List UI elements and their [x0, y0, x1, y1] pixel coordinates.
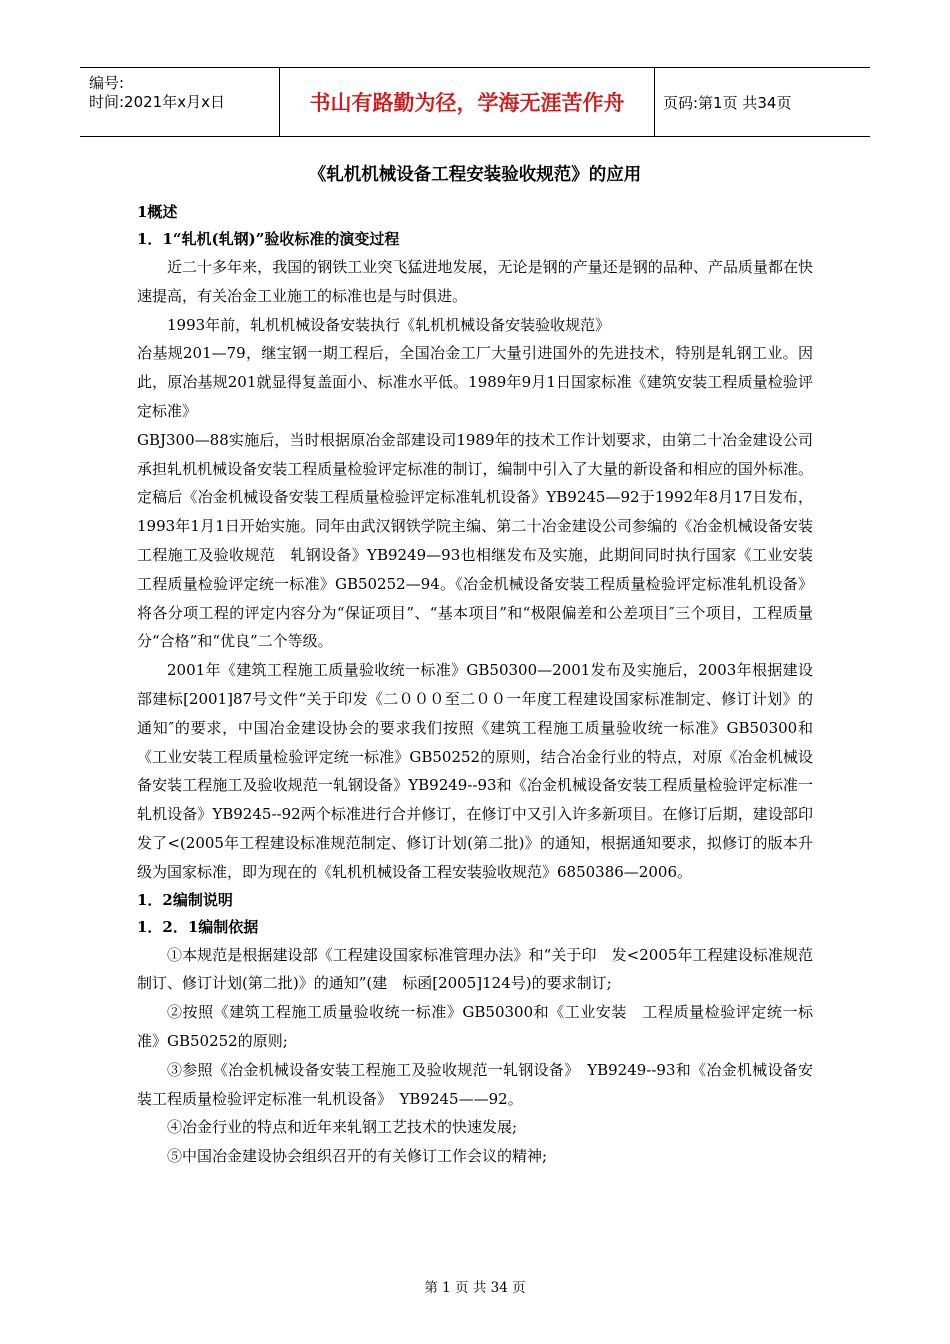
- document-title: 《轧机机械设备工程安装验收规范》的应用: [308, 165, 642, 185]
- document-date-label: 时间:2021年x月x日: [89, 93, 225, 111]
- header-motto: 书山有路勤为径，学海无涯苦作舟: [280, 68, 655, 136]
- paragraph-2b: 冶基规201—79，继宝钢一期工程后，全国冶金工厂大量引进国外的先进技术，特别是轧钢工业。因此，原冶基规201就显得复盖面小、标准水平低。1989年9月1日国家标准《建筑安装工程质量检验评定标准》: [137, 344, 813, 420]
- header-page-label: 页码:第1页 共34页: [663, 93, 792, 112]
- section-heading-1-2: 1．2编制说明: [137, 890, 233, 909]
- document-header: [80, 67, 870, 137]
- paragraph-3: 2001年《建筑工程施工质量验收统一标准》GB50300—2001发布及实施后，2003年根据建设部建标[2001]87号文件“关于印发《二０００至二００一年度工程建设国家标准制定、修订计划》的通知″的要求，中国冶金建设协会的要求我们按照《建筑工程施工质量验收统一标准》GB50300和《工业安装工程质量检验评定统一标准》GB50252的原则，结合冶金行业的特点，对原《冶金机械设备安装工程施工及验收规范一轧钢设备》YB9249--93和《冶金机械设备安装工程质量检验评定标准一轧机设备》YB9245--92两个标准进行合并修订，在修订中又引入许多新项目。在修订后期，建设部印发了<(2005年工程建设标准规范制定、修订计划(第二批)》的通知，根据通知要求，拟修订的版本升级为国家标准，即为现在的《轧机机械设备工程安装验收规范》6850386—2006。: [137, 661, 813, 881]
- document-body: [137, 160, 813, 1171]
- section-heading-1-1: 1．1“轧机(轧钢)”验收标准的演变过程: [137, 230, 400, 248]
- section-heading-1-2-1: 1．2．1编制依据: [137, 917, 259, 936]
- paragraph-2c: GBJ300—88实施后，当时根据原冶金部建设司1989年的技术工作计划要求，由第二十冶金建设公司承担轧机机械设备安装工程质量检验评定标准的制订，编制中引入了大量的新设备和相应的国外标准。定稿后《冶金机械设备安装工程质量检验评定标准轧机设备》YB9245—92于1992年8月17日发布，1993年1月1日开始实施。同年由武汉钢铁学院主编、第二十冶金建设公司参编的《冶金机械设备安装工程施工及验收规范 轧钢设备》YB9249—93也相继发布及实施，此期间同时执行国家《工业安装工程质量检验评定统一标准》GB50252—94。《冶金机械设备安装工程质量检验评定标准轧机设备》将各分项工程的评定内容分为“保证项目”、“基本项目”和“极限偏差和公差项目″三个项目，工程质量分“合格”和“优良”二个等级。: [137, 430, 813, 651]
- list-item-2: ②按照《建筑工程施工质量验收统一标准》GB50300和《工业安装 工程质量检验评定统一标准》GB50252的原则;: [137, 1003, 813, 1050]
- page-footer: 第 1 页 共 34 页: [424, 1280, 526, 1296]
- header-meta: [80, 68, 280, 136]
- list-item-4: ④冶金行业的特点和近年来轧钢工艺技术的快速发展;: [167, 1118, 518, 1137]
- document-number-label: 编号:: [89, 74, 125, 92]
- paragraph-2a: 1993年前，轧机机械设备安装执行《轧机机械设备安装验收规范》: [167, 315, 611, 334]
- paragraph-1: 近二十多年来，我国的钢铁工业突飞猛进地发展，无论是钢的产量还是钢的品种、产品质量都在快速提高，有关冶金工业施工的标准也是与时俱进。: [137, 258, 813, 305]
- section-heading-1: 1概述: [137, 203, 178, 221]
- list-item-5: ⑤中国冶金建设协会组织召开的有关修订工作会议的精神;: [167, 1147, 548, 1166]
- list-item-1: ①本规范是根据建设部《工程建设国家标准管理办法》和“关于印 发<2005年工程建设标准规范制订、修订计划(第二批)》的通知”(建 标函[2005]124号)的要求制订;: [137, 945, 813, 993]
- list-item-3: ③参照《冶金机械设备安装工程施工及验收规范一轧钢设备》 YB9249--93和《冶金机械设备安装工程质量检验评定标准一轧机设备》 YB9245——92。: [137, 1060, 813, 1108]
